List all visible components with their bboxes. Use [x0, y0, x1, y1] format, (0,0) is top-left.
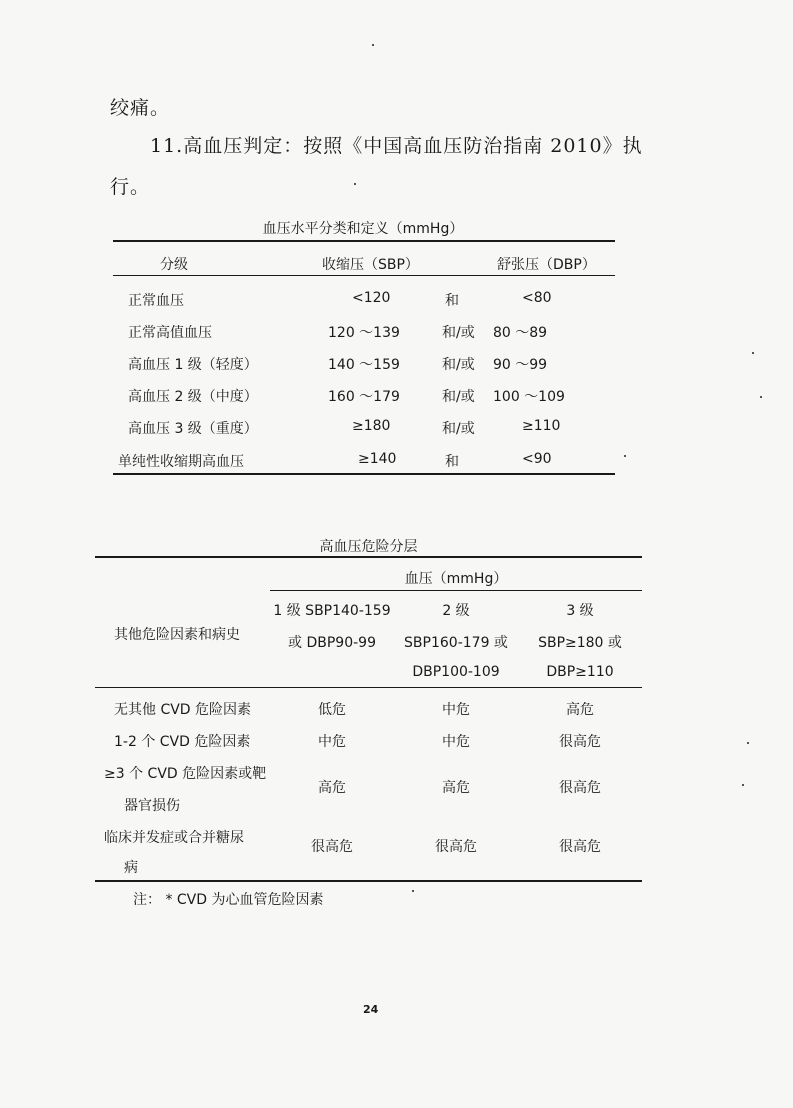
- table2-bottom-rule: [95, 880, 642, 882]
- table2-top-rule: [95, 556, 642, 558]
- table2-subheader-rule: [270, 590, 642, 591]
- table1-header-grade: 分级: [160, 257, 188, 273]
- grade2-risk-cell: 中危: [442, 702, 470, 718]
- conj-cell: 和/或: [442, 389, 475, 405]
- grade-cell: 正常血压: [128, 293, 184, 309]
- sbp-cell: 140 ～159: [328, 357, 400, 373]
- grade-cell: 单纯性收缩期高血压: [118, 454, 244, 470]
- scan-speck: [412, 890, 414, 892]
- table1-header-dbp: 舒张压（DBP）: [497, 257, 596, 273]
- factor-cell: 1-2 个 CVD 危险因素: [114, 734, 251, 750]
- factor-cell-line1: ≥3 个 CVD 危险因素或靶: [104, 766, 267, 782]
- grade2-header-line1: 2 级: [442, 603, 470, 619]
- grade3-risk-cell: 很高危: [559, 734, 601, 750]
- grade1-risk-cell: 中危: [318, 734, 346, 750]
- table1-bottom-rule: [113, 473, 615, 475]
- conj-cell: 和/或: [442, 421, 475, 437]
- sbp-cell: ≥140: [358, 451, 397, 467]
- scan-speck: [742, 784, 744, 786]
- factor-cell-line1: 临床并发症或合并糖尿: [104, 830, 244, 846]
- factor-cell: 无其他 CVD 危险因素: [114, 702, 252, 718]
- grade1-risk-cell: 低危: [318, 702, 346, 718]
- grade3-risk-cell: 很高危: [559, 839, 601, 855]
- dbp-cell: <90: [522, 451, 552, 467]
- grade2-risk-cell: 很高危: [435, 839, 477, 855]
- table-note: 注： * CVD 为心血管危险因素: [133, 892, 324, 908]
- scan-speck: [747, 742, 749, 744]
- grade1-risk-cell: 很高危: [311, 839, 353, 855]
- grade-cell: 高血压 1 级（轻度）: [128, 357, 258, 373]
- dbp-cell: 100 ～109: [493, 389, 565, 405]
- grade-cell: 高血压 3 级（重度）: [128, 421, 258, 437]
- sbp-cell: <120: [352, 290, 391, 306]
- factor-cell-line2: 器官损伤: [124, 798, 180, 814]
- grade1-header-line1: 1 级 SBP140-159: [273, 603, 391, 619]
- conj-cell: 和/或: [442, 325, 475, 341]
- grade3-header-line3: DBP≥110: [546, 664, 614, 680]
- conj-cell: 和: [445, 454, 459, 470]
- table1-title: 血压水平分类和定义（mmHg）: [262, 221, 464, 237]
- page-number: 24: [363, 1003, 379, 1016]
- scan-speck: [760, 396, 762, 398]
- table2-bp-header: 血压（mmHg）: [404, 571, 508, 587]
- scan-speck: [752, 352, 754, 354]
- grade1-header-line2: 或 DBP90-99: [288, 635, 376, 651]
- grade3-risk-cell: 高危: [566, 702, 594, 718]
- grade2-risk-cell: 中危: [442, 734, 470, 750]
- intro-line-1: 绞痛。: [110, 97, 171, 119]
- dbp-cell: 80 ～89: [493, 325, 548, 341]
- dbp-cell: 90 ～99: [493, 357, 548, 373]
- conj-cell: 和/或: [442, 357, 475, 373]
- table1-top-rule: [113, 240, 615, 242]
- grade2-risk-cell: 高危: [442, 780, 470, 796]
- table2-risk-header: 其他危险因素和病史: [114, 627, 240, 643]
- table2-header-rule: [95, 687, 642, 688]
- scan-speck: [372, 44, 374, 46]
- grade2-header-line3: DBP100-109: [412, 664, 500, 680]
- grade-cell: 高血压 2 级（中度）: [128, 389, 258, 405]
- grade3-header-line1: 3 级: [566, 603, 594, 619]
- sbp-cell: 120 ～139: [328, 325, 400, 341]
- dbp-cell: <80: [522, 290, 552, 306]
- grade3-risk-cell: 很高危: [559, 780, 601, 796]
- grade-cell: 正常高值血压: [128, 325, 212, 341]
- scan-speck: [624, 455, 626, 457]
- sbp-cell: 160 ～179: [328, 389, 400, 405]
- table2-title: 高血压危险分层: [319, 539, 418, 555]
- table1-header-rule: [113, 275, 615, 276]
- grade3-header-line2: SBP≥180 或: [538, 635, 622, 651]
- intro-line-3: 行。: [110, 176, 151, 198]
- factor-cell-line2: 病: [124, 860, 138, 876]
- sbp-cell: ≥180: [352, 418, 391, 434]
- dbp-cell: ≥110: [522, 418, 561, 434]
- intro-line-2: 11.高血压判定：按照《中国高血压防治指南 2010》执: [150, 135, 643, 157]
- scan-speck: [354, 183, 356, 185]
- grade1-risk-cell: 高危: [318, 780, 346, 796]
- conj-cell: 和: [445, 293, 459, 309]
- table1-header-sbp: 收缩压（SBP）: [322, 257, 419, 273]
- grade2-header-line2: SBP160-179 或: [404, 635, 508, 651]
